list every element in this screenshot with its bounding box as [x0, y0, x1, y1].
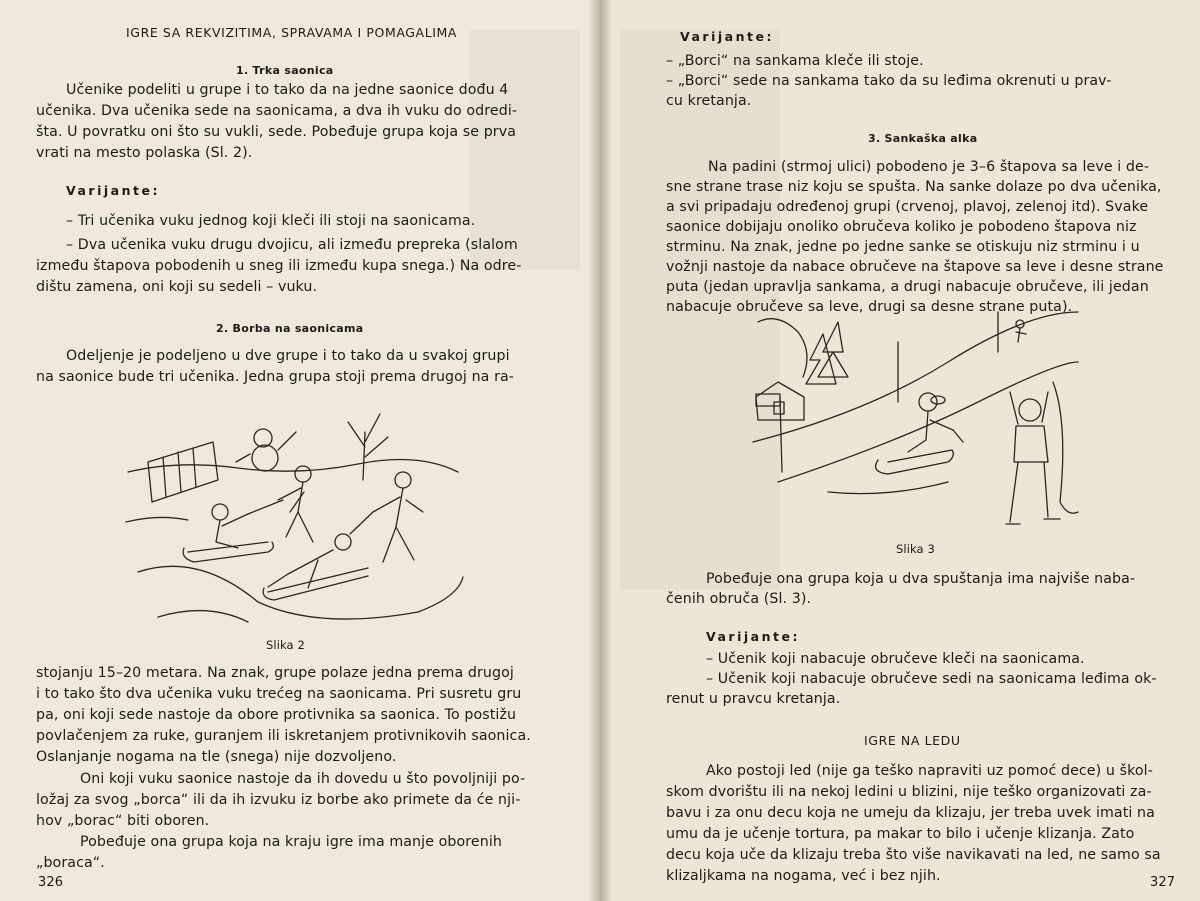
paragraph-line: Oslanjanje nogama na tle (snega) nije dozvoljeno.: [36, 749, 397, 765]
paragraph-line: povlačenjem za ruke, guranjem ili iskretanjem protivnikovih saonica.: [36, 728, 531, 744]
paragraph-line: Odeljenje je podeljeno u dve grupe i to tako da u svakoj grupi: [66, 348, 510, 364]
variant-line: – „Borci“ sede na sankama tako da su leđima okrenuti u prav-: [666, 73, 1112, 89]
running-header: IGRE SA REKVIZITIMA, SPRAVAMA I POMAGALIMA: [126, 25, 458, 40]
paragraph-line: na saonice bude tri učenika. Jedna grupa stoji prema drugoj na ra-: [36, 369, 515, 385]
variant-line: dištu zamena, oni koji su sedeli – vuku.: [36, 279, 318, 295]
paragraph-line: pa, oni koji sede nastoje da obore protivnika sa saonica. To postižu: [36, 707, 517, 723]
page-number: 326: [38, 875, 64, 890]
paragraph-line: vožnji nastoje da nabace obručeve na štapove sa leve i desne strane: [666, 259, 1164, 275]
paragraph-line: umu da je učenje tortura, pa makar to bilo i učenje klizanja. Zato: [666, 826, 1135, 842]
variant-line: – Učenik koji nabacuje obručeve sedi na saonicama leđima ok-: [706, 671, 1157, 687]
variant-line: cu kretanja.: [666, 93, 752, 109]
paragraph-line: Ako postoji led (nije ga teško napraviti uz pomoć dece) u škol-: [706, 763, 1153, 779]
paragraph-line: ložaj za svog „borca“ ili da ih izvuku iz borbe ako primete da će nji-: [36, 792, 521, 808]
paragraph-line: Pobeđuje ona grupa koja u dva spuštanja ima najviše naba-: [706, 571, 1136, 587]
right-page: [600, 0, 1200, 901]
paragraph-line: puta (jedan upravlja sankama, a drugi nabacuje obručeve, ili jedan: [666, 279, 1149, 295]
section-title-sankaska-alka: 3. Sankaška alka: [868, 132, 978, 145]
paragraph-line: učenika. Dva učenika sede na saonicama, a dva ih vuku do odredi-: [36, 103, 518, 119]
figure-caption: Slika 3: [896, 542, 935, 556]
paragraph-line: saonice dobijaju onoliko obručeva koliko je pobodeno štapova niz: [666, 219, 1137, 235]
paragraph-line: a svi pripadaju određenoj grupi (crvenoj, plavoj, zelenoj itd). Svake: [666, 199, 1149, 215]
section-title-borba-na-saonicama: 2. Borba na saonicama: [216, 322, 364, 335]
paragraph-line: hov „borac“ biti oboren.: [36, 813, 210, 829]
variants-label: Varijante:: [680, 29, 774, 44]
variants-label: Varijante:: [66, 183, 160, 198]
paragraph-line: „boraca“.: [36, 855, 105, 871]
paragraph-line: vrati na mesto polaska (Sl. 2).: [36, 145, 253, 161]
paragraph-line: bavu i za onu decu koja ne umeju da klizaju, jer treba uvek imati na: [666, 805, 1155, 821]
paragraph-line: i to tako što dva učenika vuku trećeg na saonicama. Pri susretu gru: [36, 686, 522, 702]
paragraph-line: šta. U povratku oni što su vukli, sede. Pobeđuje grupa koja se prva: [36, 124, 517, 140]
section-title-igre-na-ledu: IGRE NA LEDU: [864, 733, 961, 748]
paragraph-line: nabacuje obručeve sa leve, drugi sa desne strane puta).: [666, 299, 1073, 315]
variant-line: – „Borci“ na sankama kleče ili stoje.: [666, 53, 924, 69]
section-title-trka-saonica: 1. Trka saonica: [236, 64, 334, 77]
variants-label: Varijante:: [706, 629, 800, 644]
paragraph-line: skom dvorištu ili na nekoj ledini u blizini, nije teško organizovati za-: [666, 784, 1152, 800]
paragraph-line: klizaljkama na nogama, već i bez njih.: [666, 868, 941, 884]
sled-fight-illustration: [118, 402, 468, 634]
paragraph-line: Pobeđuje ona grupa koja na kraju igre ima manje oborenih: [80, 834, 502, 850]
variant-line: renut u pravcu kretanja.: [666, 691, 841, 707]
variant-line: – Učenik koji nabacuje obručeve kleči na saonicama.: [706, 651, 1085, 667]
book-gutter: [588, 0, 612, 901]
figure-caption: Slika 2: [266, 638, 305, 652]
paragraph-line: Oni koji vuku saonice nastoje da ih dovedu u što povoljniji po-: [80, 771, 526, 787]
paragraph-line: decu koja uče da klizaju treba što više navikavati na led, ne samo sa: [666, 847, 1161, 863]
variant-line: – Tri učenika vuku jednog koji kleči ili stoji na saonicama.: [66, 213, 476, 229]
paragraph-line: Učenike podeliti u grupe i to tako da na jedne saonice dođu 4: [66, 82, 509, 98]
paragraph-line: stojanju 15–20 metara. Na znak, grupe polaze jedna prema drugoj: [36, 665, 514, 681]
paragraph-line: strminu. Na znak, jedne po jedne sanke se otiskuju niz strminu i u: [666, 239, 1140, 255]
paragraph-line: čenih obruča (Sl. 3).: [666, 591, 812, 607]
variant-line: – Dva učenika vuku drugu dvojicu, ali između prepreka (slalom: [66, 237, 518, 253]
sled-ring-toss-illustration: [748, 302, 1088, 538]
page-number: 327: [1150, 875, 1176, 890]
paragraph-line: Na padini (strmoj ulici) pobodeno je 3–6 štapova sa leve i de-: [708, 159, 1150, 175]
variant-line: između štapova pobodenih u sneg ili između kupa snega.) Na odre-: [36, 258, 522, 274]
paragraph-line: sne strane trase niz koju se spušta. Na sanke dolaze po dva učenika,: [666, 179, 1162, 195]
